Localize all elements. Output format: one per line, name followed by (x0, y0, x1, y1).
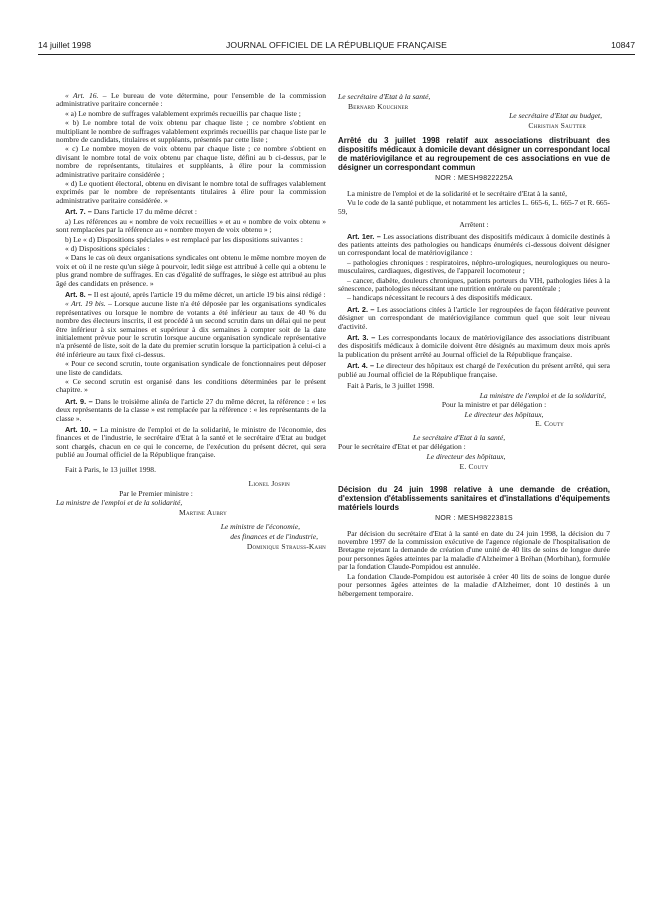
article-label: Art. 4. – (347, 361, 377, 371)
decision-title: Décision du 24 juin 1998 relative à une demande de création, d'extension d'établissements sanitaires et d'installations d'équipements matériels lourds (338, 485, 610, 513)
paragraph: Art. 7. – Dans l'article 17 du même décret : (65, 207, 197, 217)
article-label: Art. 2. – (347, 304, 377, 314)
header-page-number: 10847 (611, 40, 635, 50)
signatory-name: E. Couty (535, 419, 564, 429)
right-column (338, 92, 610, 599)
paragraph: « Dans le cas où deux organisations syndicales ont obtenu le même nombre moyen de voix et où il ne reste qu'un siège à pourvoir, ledit siège est attribué à celle qui a obtenu le plus grand nombre de suffrages. En cas d'égalité de suffrages, le siège est attribué au plus âgé des candidats en présence. » (56, 253, 326, 288)
paragraph: b) Le « d) Dispositions spéciales » est remplacé par les dispositions suivantes : (65, 234, 303, 244)
signatory-role: Pour le secrétaire d'Etat et par délégation : (338, 442, 466, 452)
header-title: JOURNAL OFFICIEL DE LA RÉPUBLIQUE FRANÇAISE (226, 40, 447, 50)
paragraph: « a) Le nombre de suffrages valablement exprimés recueillis par chaque liste ; (65, 108, 301, 118)
paragraph: Art. 10. – La ministre de l'emploi et de la solidarité, le ministre de l'économie, des finances et de l'industrie, le secrétaire d'Etat à la santé et le secrétaire d'Etat au budget sont chargés, chacun en ce qui le concerne, de l'exécution du présent décret, qui sera publié au Journal officiel de la République française. (56, 425, 326, 460)
paragraph: Vu le code de la santé publique, et notamment les articles L. 665-6, L. 665-7 et R. 665-59, (338, 198, 610, 216)
article-label: Art. 10. – (65, 425, 101, 435)
signatory-name: Dominique Strauss-Kahn (246, 541, 326, 551)
paragraph: « Ce second scrutin est organisé dans les conditions déterminées par le présent chapitre. » (56, 377, 326, 395)
paragraph: « Art. 19 bis. – Lorsque aucune liste n'a été déposée par les organisations syndicales représentatives ou lorsque le nombre de votants a été inférieur au taux de 40 % du nombre des électeurs inscrits, il est procédé à un second scrutin dans un délai qui ne peut être inférieur à six semaines et supérieur à dix semaines à compter soit de la date initialement prévue pour le scrutin lorsque aucune organisation syndicale représentative n'a présenté de liste, soit de la date du premier scrutin lorsque la participation à celui-ci a été inférieure au taux fixé ci-dessus. (56, 299, 326, 359)
paragraph: La ministre de l'emploi et de la solidarité et le secrétaire d'Etat à la santé, (347, 188, 568, 198)
list-item: – handicaps nécessitant le recours à des dispositifs médicaux. (347, 293, 533, 303)
header-rule (38, 54, 635, 55)
signatory-name: Martine Aubry (179, 507, 227, 517)
signatory-name: Lionel Jospin (248, 479, 290, 489)
article-label: Art. 8. – (65, 289, 94, 299)
signatory-role: Le secrétaire d'Etat au budget, (509, 111, 602, 121)
article-label: Art. 7. – (65, 207, 94, 217)
paragraph: La fondation Claude-Pompidou est autorisée à créer 40 lits de soins de longue durée pour personnes âgées atteintes de la maladie d'Alzheimer, dont 10 destinés à un hébergement temporaire. (338, 571, 610, 598)
list-item: – cancer, diabète, douleurs chroniques, patients porteurs du VIH, pathologies liées à la sénescence, pathologies nécessitant une nutrition entérale ou parentérale ; (338, 275, 610, 294)
paragraph: Art. 2. – Les associations citées à l'article 1er regroupées de façon fédérative peuvent désigner un correspondant de matériovigilance commun quel que soit leur niveau d'activité. (338, 304, 610, 331)
signatory-role: Par le Premier ministre : (119, 488, 193, 498)
signatory-role: Le ministre de l'économie, (220, 522, 300, 532)
signature-date: Fait à Paris, le 13 juillet 1998. (65, 464, 156, 474)
nor-reference: NOR : MESH9822381S (435, 515, 513, 523)
signatory-role: Le secrétaire d'Etat à la santé, (338, 92, 431, 101)
page-header (38, 40, 635, 54)
paragraph: a) Les références au « nombre de voix recueillies » et au « nombre de voix obtenu » sont remplacées par la référence au « nombre moyen de voix obtenu » ; (56, 216, 326, 235)
signatory-name: Bernard Kouchner (348, 101, 409, 111)
paragraph: « Art. 16. – Le bureau de vote détermine, pour l'ensemble de la commission administrative paritaire concernée : (56, 91, 326, 109)
signatory-role: Le directeur des hôpitaux, (426, 452, 506, 462)
paragraph: « b) Le nombre total de voix obtenu par chaque liste ; ce nombre s'obtient en multipliant le nombre de suffrages valablement exprimés recueillis par chaque liste par le nombre de candidats, titulaires et suppléants, présentés par cette liste ; (56, 118, 326, 145)
paragraph: Art. 1er. – Les associations distribuant des dispositifs médicaux à domicile destinés à des patients atteints des pathologies ou handicaps énumérés ci-dessous doivent désigner un correspondant local de matériovigilance : (338, 231, 610, 258)
article-label: « Art. 19 bis. – (65, 299, 115, 309)
signatory-role: Le secrétaire d'Etat à la santé, (412, 432, 506, 442)
paragraph: Art. 8. – Il est ajouté, après l'article 19 du même décret, un article 19 bis ainsi rédigé : (65, 289, 326, 299)
article-label: Art. 9. – (65, 396, 96, 406)
signatory-role: Le directeur des hôpitaux, (464, 409, 544, 419)
signatory-name: Christian Sautter (528, 120, 586, 130)
paragraph: Par décision du secrétaire d'Etat à la santé en date du 24 juin 1998, la décision du 7 novembre 1997 de la commission exécutive de l'agence régionale de l'hospitalisation de Bretagne rejetant la demande de création d'une unité de 40 lits de soins de longue durée pour personnes âgées atteintes par la maladie d'Alzheimer à Bréhan (Morbihan), formulée par la fondation Claude-Pompidou est annulée. (338, 528, 610, 572)
header-date: 14 juillet 1998 (38, 40, 92, 50)
signatory-name: E. Couty (459, 461, 489, 471)
paragraph: Art. 3. – Les correspondants locaux de matériovigilance des associations distribuant des dispositifs médicaux à domicile doivent être désignés au maximum deux mois après la publication du présent arrêté au Journal officiel de la République française. (338, 333, 610, 359)
article-label: « Art. 16. – (65, 91, 111, 100)
paragraph: « d) Le quotient électoral, obtenu en divisant le nombre total de suffrages valablement exprimés par le nombre de représentants titulaires à élire pour la commission administrative paritaire considérée. » (56, 179, 326, 205)
article-label: Art. 1er. – (347, 231, 384, 241)
paragraph: Art. 4. – Le directeur des hôpitaux est chargé de l'exécution du présent arrêté, qui sera publié au Journal officiel de la République française. (338, 361, 610, 379)
paragraph: Art. 9. – Dans le troisième alinéa de l'article 27 du même décret, la référence : « les deux représentants de la classe » est remplacée par la référence : « les représentants de la classe ». (56, 396, 326, 423)
paragraph: « d) Dispositions spéciales : (65, 243, 150, 253)
article-label: Art. 3. – (347, 333, 379, 343)
list-item: – pathologies chroniques : respiratoires, néphro-urologiques, neurologiques ou neuro-musculaires, cardiaques, digestives, de l'appareil locomoteur ; (338, 257, 610, 276)
signatory-role: La ministre de l'emploi et de la solidarité, (479, 390, 606, 400)
arretent-heading: Arrêtent : (459, 220, 489, 229)
paragraph: « Pour ce second scrutin, toute organisation syndicale de fonctionnaires peut déposer une liste de candidats. (56, 359, 326, 377)
signatory-role: des finances et de l'industrie, (230, 532, 318, 542)
signature-date: Fait à Paris, le 3 juillet 1998. (347, 381, 435, 391)
left-column (56, 92, 326, 552)
signatory-role: La ministre de l'emploi et de la solidarité, (56, 498, 183, 508)
nor-reference: NOR : MESH9822225A (435, 175, 513, 183)
signatory-role: Pour la ministre et par délégation : (441, 400, 547, 410)
arrete-title: Arrêté du 3 juillet 1998 relatif aux associations distribuant des dispositifs médicaux à domicile devant désigner un correspondant local de matériovigilance et au regroupement de ces associations en vue de désigner un correspondant commun (338, 136, 610, 173)
paragraph: « c) Le nombre moyen de voix obtenu par chaque liste ; ce nombre s'obtient en divisant le nombre total de voix obtenu par chaque liste, défini au b ci-dessus, par le nombre de représentants, titulaires et suppléants, à élire pour la commission administrative paritaire considérée ; (56, 144, 326, 179)
